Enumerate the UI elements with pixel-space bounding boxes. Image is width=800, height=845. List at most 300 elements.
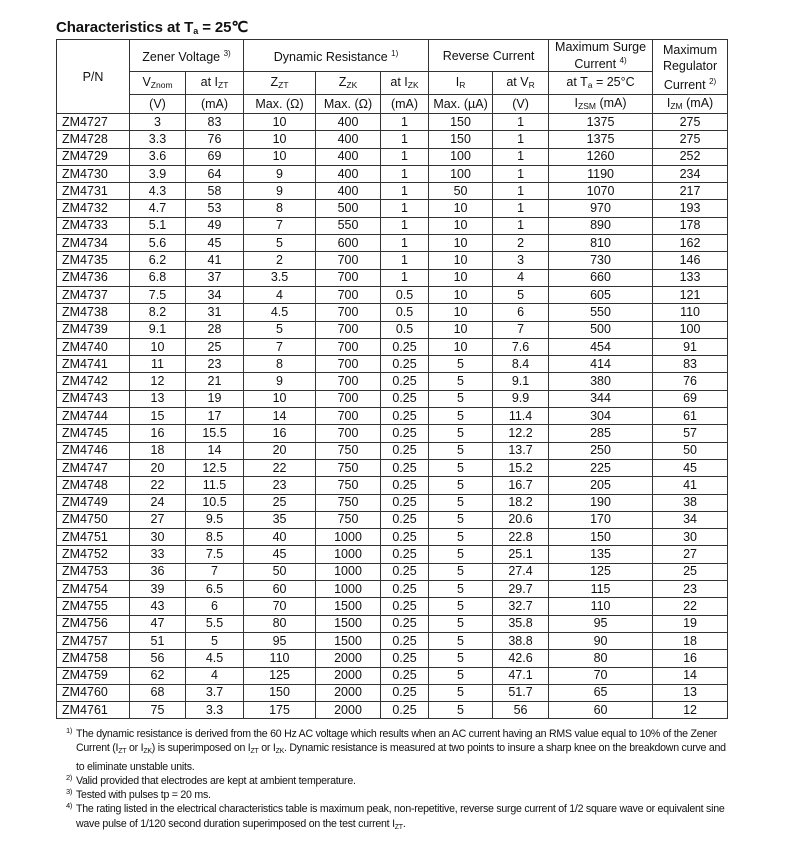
table-row xyxy=(57,425,728,442)
value-cell: 51.7 xyxy=(493,684,549,701)
footnote-text: . Dynamic resistance is measured at two points to insure a sharp knee on the breakdown curve and to eliminate unstable units. xyxy=(76,742,726,773)
value-cell: 150 xyxy=(549,529,653,546)
value-cell: 35 xyxy=(244,511,316,528)
value-cell: 225 xyxy=(549,459,653,476)
value-cell: 5 xyxy=(429,684,493,701)
value-cell: 750 xyxy=(316,442,381,459)
header-text: at I xyxy=(390,74,408,89)
value-cell: 750 xyxy=(316,459,381,476)
value-cell: 11.5 xyxy=(186,477,244,494)
value-cell: 5 xyxy=(429,632,493,649)
value-cell: 5 xyxy=(429,511,493,528)
value-cell: 5 xyxy=(244,321,316,338)
unit-izt: (mA) xyxy=(186,95,244,114)
value-cell: 5.1 xyxy=(130,217,186,234)
value-cell: 4 xyxy=(493,269,549,286)
value-cell: 133 xyxy=(653,269,728,286)
part-number-cell: ZM4755 xyxy=(57,598,130,615)
value-cell: 0.25 xyxy=(381,684,429,701)
value-cell: 13.7 xyxy=(493,442,549,459)
value-cell: 100 xyxy=(429,148,493,165)
part-number-cell: ZM4730 xyxy=(57,165,130,182)
header-text: = 25°C xyxy=(592,74,635,89)
value-cell: 3.6 xyxy=(130,148,186,165)
part-number-cell: ZM4743 xyxy=(57,390,130,407)
value-cell: 11.4 xyxy=(493,408,549,425)
footnote-4 xyxy=(66,802,726,835)
value-cell: 660 xyxy=(549,269,653,286)
value-cell: 2000 xyxy=(316,650,381,667)
footnote-ref: 3) xyxy=(223,49,231,58)
value-cell: 252 xyxy=(653,148,728,165)
value-cell: 0.25 xyxy=(381,338,429,355)
value-cell: 2 xyxy=(244,252,316,269)
footnote-ref: 4) xyxy=(619,56,627,65)
table-row xyxy=(57,148,728,165)
footnote-text: Tested with pulses tp = 20 ms. xyxy=(76,789,211,802)
title-text: Characteristics at T xyxy=(56,19,194,36)
value-cell: 13 xyxy=(653,684,728,701)
value-cell: 6 xyxy=(493,304,549,321)
footnote-text: Valid provided that electrodes are kept at ambient temperature. xyxy=(76,774,356,787)
value-cell: 970 xyxy=(549,200,653,217)
value-cell: 42.6 xyxy=(493,650,549,667)
value-cell: 3 xyxy=(130,114,186,131)
footnote-text: . xyxy=(402,817,406,830)
value-cell: 10 xyxy=(244,131,316,148)
unit-subscript: ZSM xyxy=(578,100,596,111)
table-body xyxy=(57,114,728,719)
value-cell: 414 xyxy=(549,356,653,373)
value-cell: 700 xyxy=(316,390,381,407)
page-title xyxy=(56,18,248,36)
value-cell: 27 xyxy=(130,511,186,528)
value-cell: 700 xyxy=(316,252,381,269)
value-cell: 550 xyxy=(316,217,381,234)
part-number-cell: ZM4740 xyxy=(57,338,130,355)
value-cell: 5 xyxy=(429,598,493,615)
footnote-text: The rating listed in the electrical characteristics table is maximum peak, non-repetitive, reverse surge current of 1/2 square wave or equivalent sine wave pulse of 1/120 second duration superimposed on the test current I xyxy=(76,803,725,830)
value-cell: 5 xyxy=(429,563,493,580)
value-cell: 7 xyxy=(244,217,316,234)
value-cell: 810 xyxy=(549,235,653,252)
value-cell: 22 xyxy=(244,459,316,476)
header-dynamic-resistance-label: Dynamic Resistance xyxy=(273,50,388,64)
table-row xyxy=(57,165,728,182)
part-number-cell: ZM4734 xyxy=(57,235,130,252)
part-number-cell: ZM4752 xyxy=(57,546,130,563)
value-cell: 10 xyxy=(429,269,493,286)
value-cell: 1 xyxy=(493,131,549,148)
title-subscript: a xyxy=(193,26,199,36)
header-vr xyxy=(493,72,549,95)
value-cell: 10 xyxy=(130,338,186,355)
part-number-cell: ZM4731 xyxy=(57,183,130,200)
value-cell: 91 xyxy=(653,338,728,355)
value-cell: 38.8 xyxy=(493,632,549,649)
value-cell: 1000 xyxy=(316,529,381,546)
value-cell: 1 xyxy=(381,183,429,200)
value-cell: 16 xyxy=(244,425,316,442)
unit-text: I xyxy=(574,95,579,110)
value-cell: 83 xyxy=(186,114,244,131)
value-cell: 41 xyxy=(653,477,728,494)
part-number-cell: ZM4741 xyxy=(57,356,130,373)
value-cell: 5 xyxy=(429,373,493,390)
value-cell: 170 xyxy=(549,511,653,528)
unit-izk: (mA) xyxy=(381,95,429,114)
value-cell: 275 xyxy=(653,131,728,148)
value-cell: 135 xyxy=(549,546,653,563)
unit-vz: (V) xyxy=(130,95,186,114)
table-row xyxy=(57,442,728,459)
value-cell: 10 xyxy=(429,338,493,355)
value-cell: 39 xyxy=(130,581,186,598)
part-number-cell: ZM4751 xyxy=(57,529,130,546)
value-cell: 150 xyxy=(244,684,316,701)
value-cell: 8.4 xyxy=(493,356,549,373)
value-cell: 7.6 xyxy=(493,338,549,355)
part-number-cell: ZM4747 xyxy=(57,459,130,476)
value-cell: 0.25 xyxy=(381,581,429,598)
value-cell: 275 xyxy=(653,114,728,131)
value-cell: 110 xyxy=(549,598,653,615)
header-text: Z xyxy=(338,74,347,89)
value-cell: 30 xyxy=(653,529,728,546)
value-cell: 750 xyxy=(316,494,381,511)
value-cell: 19 xyxy=(186,390,244,407)
value-cell: 121 xyxy=(653,286,728,303)
value-cell: 5 xyxy=(429,615,493,632)
value-cell: 12.2 xyxy=(493,425,549,442)
value-cell: 15 xyxy=(130,408,186,425)
value-cell: 1 xyxy=(493,165,549,182)
value-cell: 12 xyxy=(130,373,186,390)
value-cell: 9 xyxy=(244,165,316,182)
value-cell: 10 xyxy=(244,114,316,131)
value-cell: 2000 xyxy=(316,667,381,684)
value-cell: 19 xyxy=(653,615,728,632)
value-cell: 4.5 xyxy=(186,650,244,667)
value-cell: 5 xyxy=(429,425,493,442)
value-cell: 64 xyxy=(186,165,244,182)
value-cell: 100 xyxy=(429,165,493,182)
value-cell: 150 xyxy=(429,131,493,148)
value-cell: 0.25 xyxy=(381,563,429,580)
value-cell: 5 xyxy=(429,702,493,719)
value-cell: 18 xyxy=(130,442,186,459)
value-cell: 7.5 xyxy=(186,546,244,563)
part-number-cell: ZM4758 xyxy=(57,650,130,667)
header-zzt xyxy=(244,72,316,95)
value-cell: 5 xyxy=(429,459,493,476)
header-vznom xyxy=(130,72,186,95)
part-number-cell: ZM4750 xyxy=(57,511,130,528)
unit-ir: Max. (µA) xyxy=(429,95,493,114)
table-row xyxy=(57,269,728,286)
value-cell: 3 xyxy=(493,252,549,269)
characteristics-table xyxy=(56,39,728,719)
value-cell: 0.25 xyxy=(381,477,429,494)
value-cell: 21 xyxy=(186,373,244,390)
value-cell: 27 xyxy=(653,546,728,563)
table-row xyxy=(57,702,728,719)
value-cell: 13 xyxy=(130,390,186,407)
header-pn-label: P/N xyxy=(82,69,104,84)
value-cell: 16.7 xyxy=(493,477,549,494)
table-row xyxy=(57,511,728,528)
header-text: at V xyxy=(506,74,529,89)
value-cell: 10 xyxy=(429,304,493,321)
table-row xyxy=(57,390,728,407)
part-number-cell: ZM4757 xyxy=(57,632,130,649)
value-cell: 45 xyxy=(186,235,244,252)
value-cell: 500 xyxy=(549,321,653,338)
table-row xyxy=(57,667,728,684)
value-cell: 7 xyxy=(493,321,549,338)
part-number-cell: ZM4735 xyxy=(57,252,130,269)
value-cell: 5 xyxy=(429,477,493,494)
footnote-1 xyxy=(66,727,726,774)
table-row xyxy=(57,615,728,632)
value-cell: 1 xyxy=(381,269,429,286)
part-number-cell: ZM4739 xyxy=(57,321,130,338)
header-surge-line1: Maximum Surge xyxy=(555,40,647,54)
footnote-ref: 1) xyxy=(391,49,399,58)
value-cell: 1 xyxy=(381,114,429,131)
value-cell: 33 xyxy=(130,546,186,563)
part-number-cell: ZM4736 xyxy=(57,269,130,286)
unit-zzt: Max. (Ω) xyxy=(244,95,316,114)
table-row xyxy=(57,217,728,234)
value-cell: 1500 xyxy=(316,598,381,615)
part-number-cell: ZM4733 xyxy=(57,217,130,234)
value-cell: 5 xyxy=(429,581,493,598)
value-cell: 17 xyxy=(186,408,244,425)
value-cell: 11 xyxy=(130,356,186,373)
value-cell: 18 xyxy=(653,632,728,649)
value-cell: 1 xyxy=(493,217,549,234)
value-cell: 9 xyxy=(244,373,316,390)
value-cell: 344 xyxy=(549,390,653,407)
table-row xyxy=(57,114,728,131)
value-cell: 76 xyxy=(186,131,244,148)
footnote-marker: 2) xyxy=(66,772,73,782)
value-cell: 27.4 xyxy=(493,563,549,580)
value-cell: 250 xyxy=(549,442,653,459)
table-row xyxy=(57,494,728,511)
value-cell: 2 xyxy=(493,235,549,252)
header-dynamic-resistance xyxy=(244,40,429,72)
value-cell: 35.8 xyxy=(493,615,549,632)
value-cell: 9.5 xyxy=(186,511,244,528)
value-cell: 14 xyxy=(186,442,244,459)
value-cell: 1500 xyxy=(316,632,381,649)
value-cell: 1 xyxy=(381,131,429,148)
value-cell: 6.5 xyxy=(186,581,244,598)
value-cell: 76 xyxy=(653,373,728,390)
footnote-2 xyxy=(66,774,726,788)
value-cell: 5.6 xyxy=(130,235,186,252)
value-cell: 24 xyxy=(130,494,186,511)
value-cell: 45 xyxy=(653,459,728,476)
part-number-cell: ZM4745 xyxy=(57,425,130,442)
header-ir xyxy=(429,72,493,95)
value-cell: 16 xyxy=(653,650,728,667)
value-cell: 15.5 xyxy=(186,425,244,442)
part-number-cell: ZM4754 xyxy=(57,581,130,598)
value-cell: 8.2 xyxy=(130,304,186,321)
table-row xyxy=(57,373,728,390)
value-cell: 20 xyxy=(244,442,316,459)
table-row xyxy=(57,598,728,615)
header-subscript: ZK xyxy=(346,79,358,90)
value-cell: 28 xyxy=(186,321,244,338)
value-cell: 10 xyxy=(429,286,493,303)
value-cell: 80 xyxy=(549,650,653,667)
value-cell: 0.25 xyxy=(381,650,429,667)
value-cell: 8 xyxy=(244,200,316,217)
footnote-marker: 4) xyxy=(66,801,73,811)
value-cell: 4.5 xyxy=(244,304,316,321)
value-cell: 750 xyxy=(316,511,381,528)
value-cell: 5 xyxy=(493,286,549,303)
value-cell: 49 xyxy=(186,217,244,234)
table-row xyxy=(57,200,728,217)
value-cell: 700 xyxy=(316,408,381,425)
value-cell: 2000 xyxy=(316,684,381,701)
part-number-cell: ZM4756 xyxy=(57,615,130,632)
value-cell: 70 xyxy=(244,598,316,615)
value-cell: 400 xyxy=(316,131,381,148)
table-row xyxy=(57,546,728,563)
value-cell: 1000 xyxy=(316,581,381,598)
part-number-cell: ZM4737 xyxy=(57,286,130,303)
value-cell: 700 xyxy=(316,269,381,286)
header-subscript: ZT xyxy=(218,79,229,90)
header-text: at I xyxy=(200,74,218,89)
value-cell: 0.25 xyxy=(381,529,429,546)
part-number-cell: ZM4728 xyxy=(57,131,130,148)
value-cell: 1500 xyxy=(316,615,381,632)
value-cell: 20.6 xyxy=(493,511,549,528)
value-cell: 50 xyxy=(244,563,316,580)
value-cell: 3.3 xyxy=(130,131,186,148)
value-cell: 7 xyxy=(244,338,316,355)
value-cell: 1 xyxy=(381,200,429,217)
value-cell: 10 xyxy=(429,200,493,217)
value-cell: 700 xyxy=(316,425,381,442)
value-cell: 0.5 xyxy=(381,304,429,321)
value-cell: 61 xyxy=(653,408,728,425)
footnote-subscript: ZT xyxy=(118,748,127,756)
footnote-subscript: ZT xyxy=(394,823,403,831)
value-cell: 14 xyxy=(244,408,316,425)
unit-zzk: Max. (Ω) xyxy=(316,95,381,114)
value-cell: 5.5 xyxy=(186,615,244,632)
value-cell: 70 xyxy=(549,667,653,684)
unit-text: (mA) xyxy=(595,95,627,110)
value-cell: 38 xyxy=(653,494,728,511)
value-cell: 3.3 xyxy=(186,702,244,719)
value-cell: 60 xyxy=(244,581,316,598)
value-cell: 4 xyxy=(186,667,244,684)
value-cell: 400 xyxy=(316,114,381,131)
value-cell: 47 xyxy=(130,615,186,632)
unit-text: I xyxy=(666,95,671,110)
unit-izsm xyxy=(549,95,653,114)
value-cell: 1375 xyxy=(549,114,653,131)
footnote-marker: 1) xyxy=(66,726,73,735)
value-cell: 16 xyxy=(130,425,186,442)
value-cell: 1375 xyxy=(549,131,653,148)
header-regulator-line1: Maximum xyxy=(662,42,718,57)
value-cell: 50 xyxy=(653,442,728,459)
value-cell: 190 xyxy=(549,494,653,511)
table-row xyxy=(57,459,728,476)
value-cell: 23 xyxy=(244,477,316,494)
header-text: V xyxy=(142,74,151,89)
value-cell: 125 xyxy=(549,563,653,580)
value-cell: 178 xyxy=(653,217,728,234)
part-number-cell: ZM4746 xyxy=(57,442,130,459)
value-cell: 6.8 xyxy=(130,269,186,286)
header-text: I xyxy=(455,74,460,89)
value-cell: 37 xyxy=(186,269,244,286)
unit-izm xyxy=(653,95,728,114)
value-cell: 95 xyxy=(244,632,316,649)
value-cell: 3.9 xyxy=(130,165,186,182)
value-cell: 700 xyxy=(316,356,381,373)
table-row xyxy=(57,235,728,252)
header-izt xyxy=(186,72,244,95)
value-cell: 5 xyxy=(429,546,493,563)
value-cell: 1260 xyxy=(549,148,653,165)
part-number-cell: ZM4748 xyxy=(57,477,130,494)
header-regulator-line2: Regulator xyxy=(662,58,718,73)
value-cell: 22.8 xyxy=(493,529,549,546)
value-cell: 380 xyxy=(549,373,653,390)
value-cell: 69 xyxy=(653,390,728,407)
table-row xyxy=(57,684,728,701)
value-cell: 15.2 xyxy=(493,459,549,476)
value-cell: 0.25 xyxy=(381,494,429,511)
value-cell: 1 xyxy=(493,200,549,217)
value-cell: 700 xyxy=(316,338,381,355)
value-cell: 25 xyxy=(244,494,316,511)
value-cell: 23 xyxy=(653,581,728,598)
value-cell: 83 xyxy=(653,356,728,373)
footnote-subscript: ZT xyxy=(250,748,259,756)
value-cell: 5 xyxy=(429,408,493,425)
value-cell: 3.5 xyxy=(244,269,316,286)
footnote-3 xyxy=(66,788,726,802)
value-cell: 500 xyxy=(316,200,381,217)
value-cell: 730 xyxy=(549,252,653,269)
table-row xyxy=(57,408,728,425)
value-cell: 150 xyxy=(429,114,493,131)
value-cell: 5 xyxy=(429,650,493,667)
header-reverse-current xyxy=(429,40,549,72)
value-cell: 0.25 xyxy=(381,615,429,632)
value-cell: 1000 xyxy=(316,546,381,563)
value-cell: 10 xyxy=(244,148,316,165)
value-cell: 32.7 xyxy=(493,598,549,615)
value-cell: 18.2 xyxy=(493,494,549,511)
value-cell: 56 xyxy=(130,650,186,667)
footnotes xyxy=(66,727,726,835)
header-subscript: a xyxy=(587,79,593,90)
